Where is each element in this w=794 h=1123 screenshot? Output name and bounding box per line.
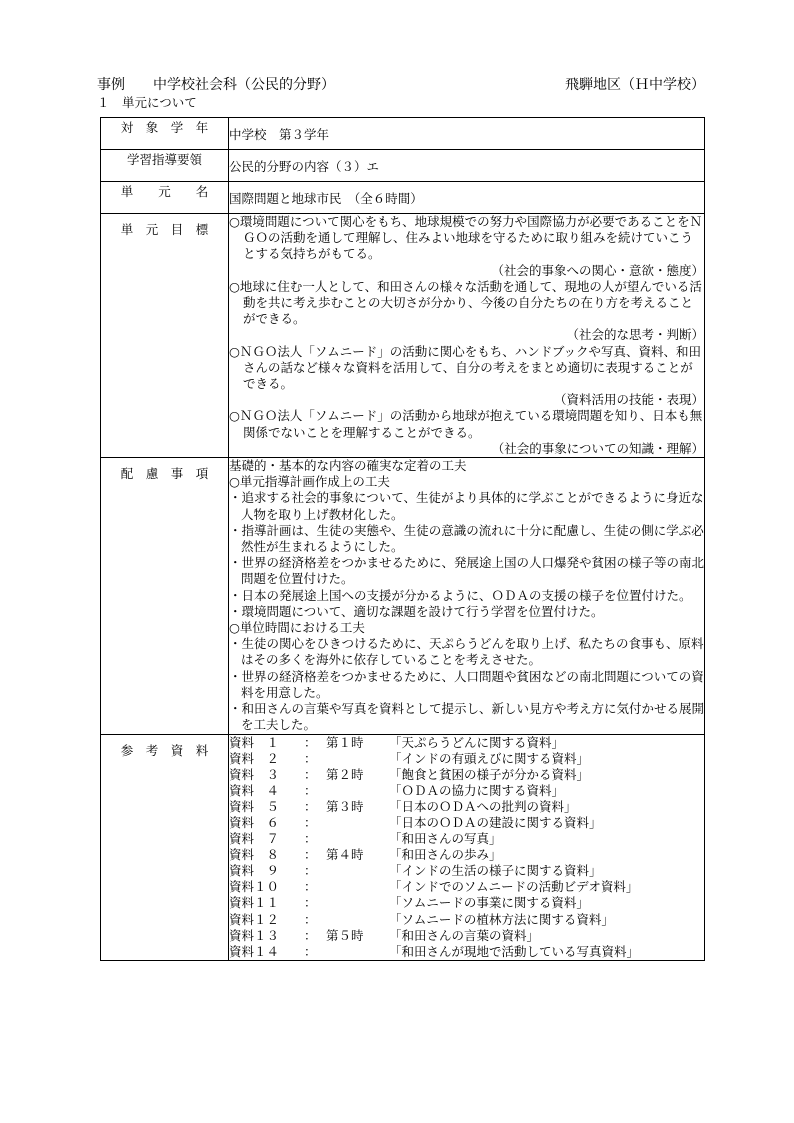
care-bullet: ・指導計画は、生徒の実態や、生徒の意識の流れに十分に配慮し、生徒の側に学ぶ必然性が生まれるようにした。 bbox=[229, 522, 704, 555]
ref-title: 「ソムニードの事業に関する資料」 bbox=[389, 895, 589, 911]
label-considerations: 配 慮 事 項 bbox=[120, 466, 209, 482]
section-title: １ 単元について bbox=[97, 95, 197, 110]
ref-hour bbox=[326, 895, 389, 911]
label-unit-goals: 単 元 目 標 bbox=[120, 222, 209, 237]
ref-hour bbox=[326, 912, 389, 928]
ref-hour: 第５時 bbox=[326, 927, 364, 943]
row-target-grade bbox=[101, 118, 705, 150]
ref-name: 資料 １ bbox=[229, 734, 280, 750]
ref-name: 資料 ２ bbox=[229, 750, 280, 766]
ref-title: 「ソムニードの植林方法に関する資料」 bbox=[389, 911, 614, 927]
ref-title: 「日本のＯＤＡの建設に関する資料」 bbox=[389, 814, 602, 830]
row-unit-name bbox=[101, 182, 705, 214]
ref-name: 資料 ７ bbox=[229, 831, 280, 847]
reference-item bbox=[229, 879, 704, 895]
goal-text: ○ＮＧＯ法人「ソムニード」の活動から地球が抱えている環境問題を知り、日本も無関係でないことを理解することができる。 bbox=[229, 408, 703, 440]
ref-hour bbox=[326, 944, 389, 960]
goal-text: ○環境問題について関心をもち、地球規模での努力や国際協力が必要であることをＮＧＯの活動を通して理解し、住みよい地球を守るために取り組みを続けていこうとする気持ちがもてる。 bbox=[229, 214, 703, 262]
ref-title: 「和田さんが現地で活動している写真資料」 bbox=[389, 943, 640, 959]
unit-goals bbox=[229, 214, 705, 458]
reference-item bbox=[229, 928, 704, 944]
considerations bbox=[229, 458, 705, 734]
ref-hour: 第１時 bbox=[326, 734, 364, 750]
unit-table bbox=[100, 117, 705, 961]
care-subheading: ○単元指導計画作成上の工夫 bbox=[229, 474, 390, 490]
ref-colon: ： bbox=[304, 911, 317, 927]
care-subheading: ○単位時間における工夫 bbox=[229, 620, 365, 636]
ref-colon: ： bbox=[304, 798, 317, 814]
ref-colon: ： bbox=[304, 831, 317, 847]
row-unit-goals bbox=[101, 214, 705, 458]
goal-tag: （社会的事象への関心・意欲・態度） bbox=[491, 262, 704, 278]
reference-item bbox=[229, 751, 704, 767]
ref-hour bbox=[326, 879, 389, 895]
row-considerations bbox=[101, 458, 705, 734]
document-school: 飛騨地区（Ｈ中学校） bbox=[565, 77, 705, 93]
goal-item bbox=[229, 408, 704, 457]
ref-colon: ： bbox=[304, 863, 317, 879]
ref-title: 「飽食と貧困の様子が分かる資料」 bbox=[389, 766, 590, 782]
goal-tag: （資料活用の技能・表現） bbox=[553, 392, 704, 408]
reference-item bbox=[229, 847, 704, 863]
value-curriculum: 公民的分野の内容（３）エ bbox=[229, 150, 705, 182]
ref-colon: ： bbox=[304, 879, 317, 895]
ref-name: 資料 ６ bbox=[229, 814, 280, 830]
ref-title: 「和田さんの写真」 bbox=[389, 831, 502, 847]
row-references bbox=[101, 734, 705, 960]
goal-text: ○ＮＧＯ法人「ソムニード」の活動に関心をもち、ハンドブックや写真、資料、和田さんの話など様々な資料を活用して、自分の考えをまとめ適切に表現することができる。 bbox=[229, 343, 702, 392]
ref-title: 「天ぷらうどんに関する資料」 bbox=[389, 734, 565, 750]
ref-colon: ： bbox=[304, 734, 317, 750]
care-bullet: ・日本の発展途上国への支援が分かるように、ＯＤＡの支援の様子を位置付けた。 bbox=[229, 587, 692, 603]
ref-title: 「インドの生活の様子に関する資料」 bbox=[389, 863, 602, 879]
ref-colon: ： bbox=[304, 927, 317, 943]
care-bullet: ・世界の経済格差をつかませるために、発展途上国の人口爆発や貧困の様子等の南北問題を位置付けた。 bbox=[229, 555, 705, 587]
goal-item bbox=[229, 279, 704, 344]
goal-tag: （社会的な思考・判断） bbox=[566, 327, 704, 343]
label-curriculum: 学習指導要領 bbox=[126, 152, 202, 167]
reference-item bbox=[229, 831, 704, 847]
ref-name: 資料１４ bbox=[229, 943, 280, 959]
ref-hour: 第４時 bbox=[326, 847, 364, 863]
ref-name: 資料１０ bbox=[229, 879, 280, 895]
label-target-grade: 対 象 学 年 bbox=[120, 120, 209, 135]
label-references: 参 考 資 料 bbox=[120, 742, 209, 758]
document-subject: 事例 中学校社会科（公民的分野） bbox=[97, 77, 335, 93]
reference-item bbox=[229, 783, 704, 799]
reference-item bbox=[229, 895, 704, 911]
ref-name: 資料 ３ bbox=[229, 766, 280, 782]
ref-title: 「インドでのソムニードの活動ビデオ資料」 bbox=[389, 879, 639, 895]
reference-item bbox=[229, 815, 704, 831]
value-unit-name: 国際問題と地球市民 （全６時間） bbox=[229, 182, 705, 214]
document-header bbox=[97, 74, 705, 94]
ref-name: 資料 ９ bbox=[229, 863, 280, 879]
reference-item bbox=[229, 767, 704, 783]
ref-name: 資料 ４ bbox=[229, 782, 280, 798]
ref-colon: ： bbox=[304, 750, 317, 766]
ref-colon: ： bbox=[304, 782, 317, 798]
reference-item bbox=[229, 912, 704, 928]
ref-title: 「ＯＤＡの協力に関する資料」 bbox=[389, 782, 565, 798]
ref-colon: ： bbox=[304, 895, 317, 911]
label-unit-name: 単 元 名 bbox=[120, 184, 209, 199]
goal-item bbox=[229, 214, 704, 279]
ref-hour: 第２時 bbox=[326, 766, 364, 782]
ref-hour bbox=[326, 863, 389, 879]
care-bullet: ・環境問題について、適切な課題を設けて行う学習を位置付けた。 bbox=[229, 603, 604, 619]
goal-tag: （社会的事象についての知識・理解） bbox=[491, 440, 704, 456]
reference-item bbox=[229, 944, 704, 960]
row-curriculum bbox=[101, 150, 705, 182]
care-bullet: ・追求する社会的事象について、生徒がより具体的に学ぶことができるように身近な人物を取り上げ教材化した。 bbox=[229, 490, 704, 522]
reference-item bbox=[229, 799, 704, 815]
care-bullet: ・世界の経済格差をつかませるために、人口問題や貧困などの南北問題についての資料を用意した。 bbox=[229, 668, 704, 700]
ref-name: 資料１１ bbox=[229, 895, 280, 911]
ref-hour: 第３時 bbox=[326, 798, 364, 814]
care-heading: 基礎的・基本的な内容の確実な定着の工夫 bbox=[229, 458, 467, 474]
ref-hour bbox=[326, 815, 389, 831]
ref-title: 「日本のＯＤＡへの批判の資料」 bbox=[389, 798, 577, 814]
ref-colon: ： bbox=[304, 943, 317, 959]
ref-name: 資料１３ bbox=[229, 927, 280, 943]
ref-name: 資料１２ bbox=[229, 911, 280, 927]
ref-name: 資料 ８ bbox=[229, 847, 280, 863]
goal-item bbox=[229, 344, 704, 409]
care-bullet: ・生徒の関心をひきつけるために、天ぷらうどんを取り上げ、私たちの食事も、原料はその多くを海外に依存していることを考えさせた。 bbox=[229, 636, 704, 668]
care-bullet: ・和田さんの言葉や写真を資料として提示し、新しい見方や考え方に気付かせる展開を工夫した。 bbox=[229, 701, 705, 733]
reference-item bbox=[229, 863, 704, 879]
ref-title: 「和田さんの言葉の資料」 bbox=[389, 927, 540, 943]
ref-colon: ： bbox=[304, 766, 317, 782]
ref-colon: ： bbox=[304, 847, 317, 863]
ref-hour bbox=[326, 751, 389, 767]
ref-title: 「インドの有頭えびに関する資料」 bbox=[389, 750, 590, 766]
ref-hour bbox=[326, 831, 389, 847]
ref-name: 資料 ５ bbox=[229, 798, 280, 814]
ref-colon: ： bbox=[304, 814, 317, 830]
value-target-grade: 中学校 第３学年 bbox=[229, 118, 705, 150]
ref-title: 「和田さんの歩み」 bbox=[389, 847, 502, 863]
reference-item bbox=[229, 735, 704, 751]
references-list bbox=[229, 734, 705, 960]
goal-text: ○地球に住む一人として、和田さんの様々な活動を通して、現地の人が望んでいる活動を共に考え歩むことの大切さが分かり、今後の自分たちの在り方を考えることができる。 bbox=[229, 278, 702, 327]
ref-hour bbox=[326, 783, 389, 799]
